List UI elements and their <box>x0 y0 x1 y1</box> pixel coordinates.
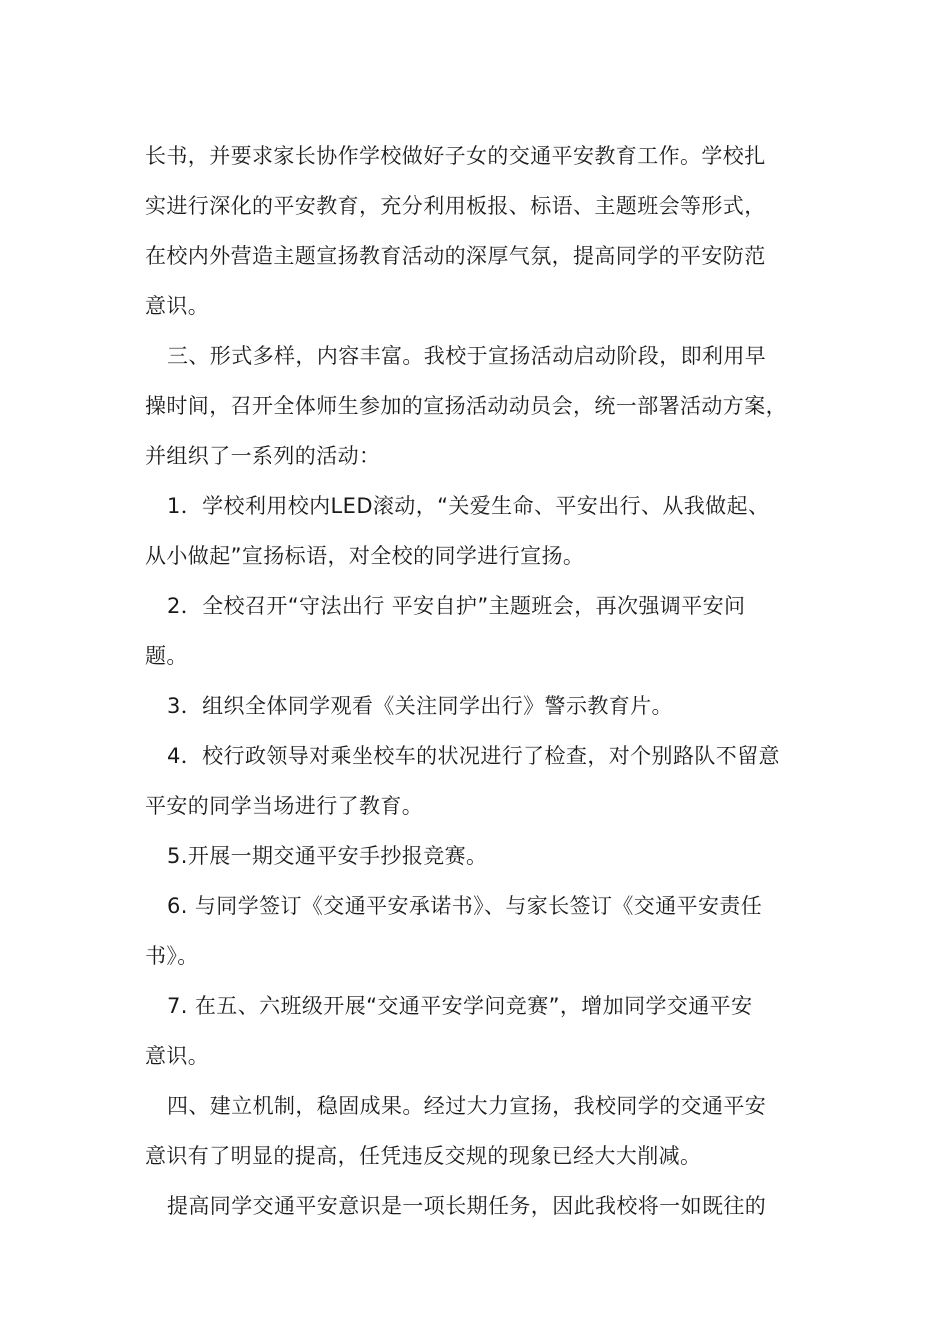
text-line: 长书，并要求家长协作学校做好子女的交通平安教育工作。学校扎 <box>145 144 766 168</box>
closing-paragraph: 提高同学交通平安意识是一项长期任务，因此我校将一如既往的 <box>167 1194 767 1218</box>
list-item-4: 4．校行政领导对乘坐校车的状况进行了检查，对个别路队不留意 <box>167 744 780 768</box>
list-item-7: 7. 在五、六班级开展“交通平安学问竞赛”，增加同学交通平安 <box>167 994 753 1018</box>
text-line: 在校内外营造主题宣扬教育活动的深厚气氛，提高同学的平安防范 <box>145 244 766 268</box>
section-heading-three: 三、形式多样，内容丰富。我校于宣扬活动启动阶段，即利用早 <box>167 344 767 368</box>
text-line: 题。 <box>145 644 188 668</box>
text-line: 书》。 <box>145 944 199 968</box>
list-item-1: 1．学校利用校内LED滚动，“关爱生命、平安出行、从我做起、 <box>167 494 770 518</box>
list-item-2: 2．全校召开“守法出行 平安自护”主题班会，再次强调平安问 <box>167 594 746 618</box>
text-line: 平安的同学当场进行了教育。 <box>145 794 424 818</box>
section-heading-four: 四、建立机制，稳固成果。经过大力宣扬，我校同学的交通平安 <box>167 1094 767 1118</box>
text-line: 实进行深化的平安教育，充分利用板报、标语、主题班会等形式， <box>145 194 766 218</box>
text-line: 从小做起”宣扬标语，对全校的同学进行宣扬。 <box>145 544 585 568</box>
list-item-6: 6. 与同学签订《交通平安承诺书》、与家长签订《交通平安责任 <box>167 894 763 918</box>
text-line: 意识。 <box>145 294 210 318</box>
text-line: 并组织了一系列的活动： <box>145 444 381 468</box>
list-item-5: 5.开展一期交通平安手抄报竞赛。 <box>167 844 488 868</box>
list-item-3: 3．组织全体同学观看《关注同学出行》警示教育片。 <box>167 694 673 718</box>
body-text <box>145 131 815 1231</box>
text-line: 意识。 <box>145 1044 210 1068</box>
text-line: 意识有了明显的提高，任凭违反交规的现象已经大大削减。 <box>145 1144 702 1168</box>
text-line: 操时间，召开全体师生参加的宣扬活动动员会，统一部署活动方案， <box>145 394 787 418</box>
